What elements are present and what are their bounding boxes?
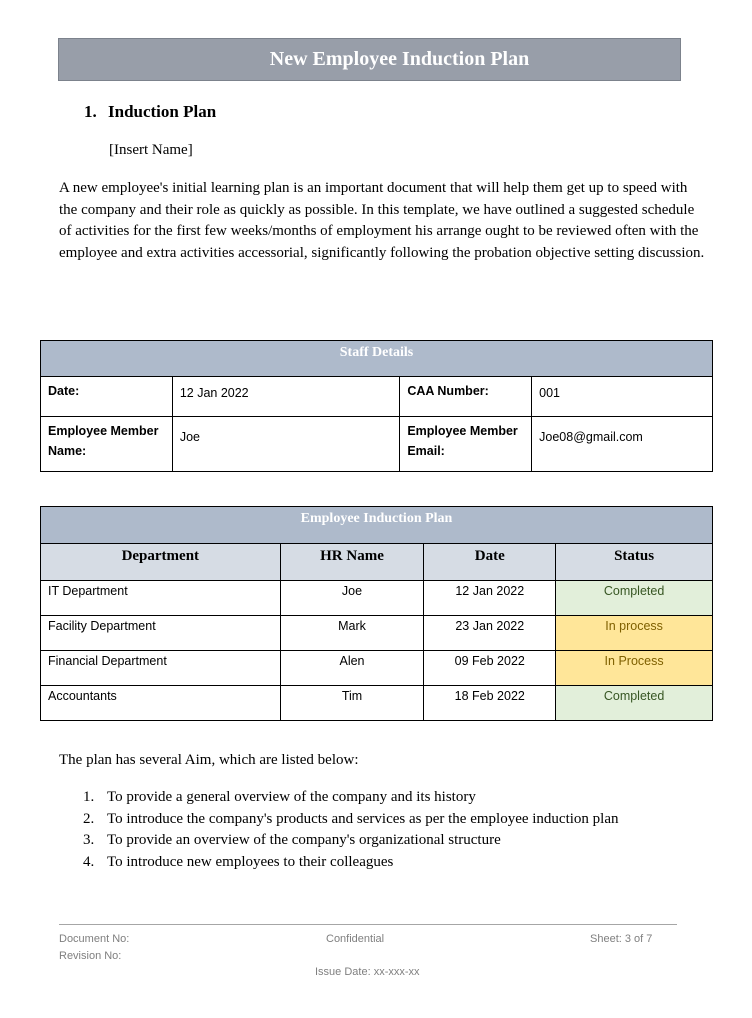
list-number: 1. bbox=[83, 789, 95, 805]
table-row bbox=[41, 581, 713, 616]
document-title-bar bbox=[58, 38, 681, 81]
date-cell: 09 Feb 2022 bbox=[424, 651, 556, 686]
list-item-text: To introduce new employees to their colleagues bbox=[107, 853, 394, 870]
employee-name-label: Employee Member Name: bbox=[41, 417, 173, 472]
table-row bbox=[41, 686, 713, 721]
section-title: Induction Plan bbox=[108, 102, 217, 121]
caa-number-label: CAA Number: bbox=[400, 377, 532, 417]
date-cell: 18 Feb 2022 bbox=[424, 686, 556, 721]
footer-sheet-number: Sheet: 3 of 7 bbox=[590, 933, 653, 945]
list-item-text: To provide an overview of the company's organizational structure bbox=[107, 832, 501, 849]
footer-issue-date: Issue Date: xx-xxx-xx bbox=[315, 966, 420, 978]
date-label: Date: bbox=[41, 377, 173, 417]
aims-intro: The plan has several Aim, which are listed below: bbox=[59, 752, 359, 768]
intro-paragraph: A new employee's initial learning plan is an important document that will help them get up to speed with the company and their role as quickly as possible. In this template, we have outlined a suggested schedule of activities for the first few weeks/months of employment his arrange ought to be reviewed often with the employee and extra activities accessorial, significantly following the probation objective setting discussion. bbox=[59, 180, 705, 261]
list-number: 3. bbox=[83, 832, 95, 849]
induction-plan-table bbox=[40, 506, 713, 721]
list-item-text: To introduce the company's products and services as per the employee induction plan bbox=[107, 810, 619, 827]
hr-name-cell: Mark bbox=[280, 616, 424, 651]
employee-email-label: Employee Member Email: bbox=[400, 417, 532, 472]
table-row bbox=[41, 651, 713, 686]
list-item bbox=[83, 852, 683, 874]
document-title: New Employee Induction Plan bbox=[269, 48, 530, 70]
list-number: 4. bbox=[83, 853, 95, 870]
footer-revision-no: Revision No: bbox=[59, 950, 122, 962]
list-item bbox=[83, 809, 683, 831]
section-heading bbox=[84, 102, 216, 122]
staff-details-title: Staff Details bbox=[41, 341, 713, 377]
column-header-status: Status bbox=[556, 544, 713, 581]
footer-divider bbox=[59, 924, 677, 925]
department-cell: Financial Department bbox=[41, 651, 281, 686]
aims-list bbox=[83, 787, 683, 873]
column-header-hr-name: HR Name bbox=[280, 544, 424, 581]
status-badge: Completed bbox=[556, 581, 713, 616]
caa-number-value: 001 bbox=[532, 377, 713, 417]
section-number: 1. bbox=[84, 102, 97, 121]
status-badge: In Process bbox=[556, 651, 713, 686]
column-header-department: Department bbox=[41, 544, 281, 581]
date-value: 12 Jan 2022 bbox=[172, 377, 399, 417]
table-row bbox=[41, 616, 713, 651]
department-cell: IT Department bbox=[41, 581, 281, 616]
employee-email-value: Joe08@gmail.com bbox=[532, 417, 713, 472]
department-cell: Accountants bbox=[41, 686, 281, 721]
footer-confidential: Confidential bbox=[326, 933, 385, 945]
employee-name-value: Joe bbox=[172, 417, 399, 472]
list-item bbox=[83, 830, 683, 852]
footer-document-no: Document No: bbox=[59, 933, 130, 945]
staff-details-table bbox=[40, 340, 713, 472]
induction-plan-title: Employee Induction Plan bbox=[41, 507, 713, 544]
date-cell: 12 Jan 2022 bbox=[424, 581, 556, 616]
hr-name-cell: Alen bbox=[280, 651, 424, 686]
department-cell: Facility Department bbox=[41, 616, 281, 651]
column-header-date: Date bbox=[424, 544, 556, 581]
list-item-text: To provide a general overview of the company and its history bbox=[107, 789, 476, 805]
list-number: 2. bbox=[83, 810, 95, 827]
status-badge: Completed bbox=[556, 686, 713, 721]
hr-name-cell: Joe bbox=[280, 581, 424, 616]
hr-name-cell: Tim bbox=[280, 686, 424, 721]
list-item bbox=[83, 787, 683, 809]
status-badge: In process bbox=[556, 616, 713, 651]
insert-name-placeholder: [Insert Name] bbox=[109, 142, 193, 158]
date-cell: 23 Jan 2022 bbox=[424, 616, 556, 651]
